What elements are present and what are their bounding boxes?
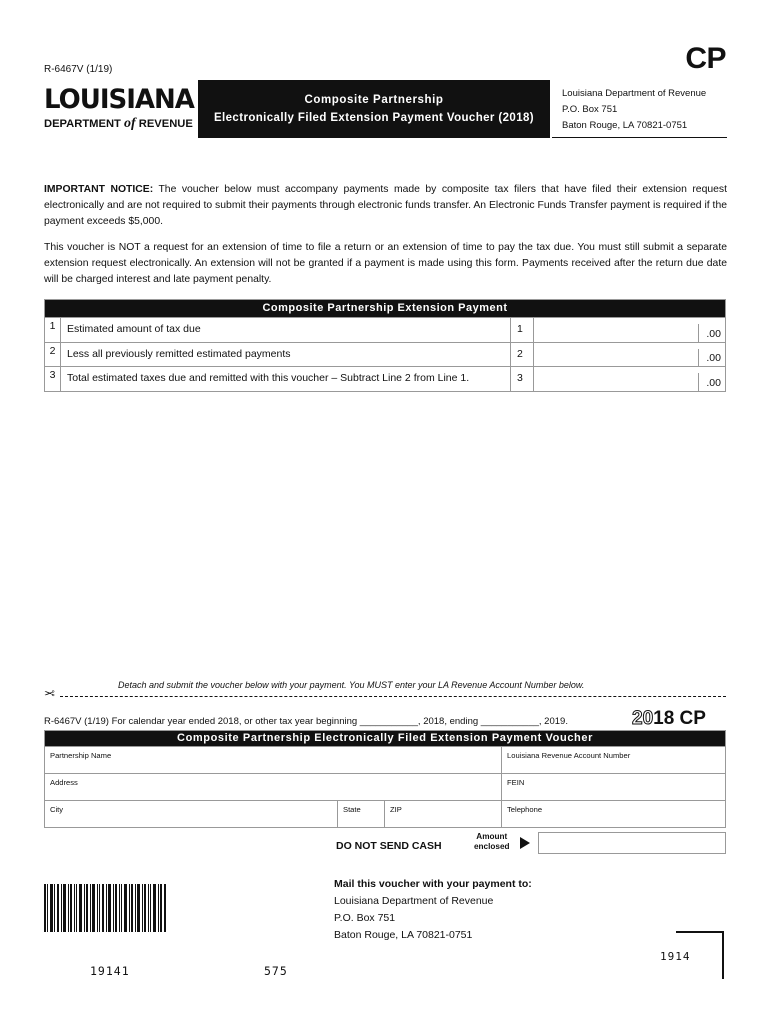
voucher-heading: Composite Partnership Electronically Filed Extension Payment Voucher [45,731,725,746]
form-title [198,80,550,138]
no-cash-warning: DO NOT SEND CASH [336,840,442,852]
row-description: Total estimated taxes due and remitted with this voucher – Subtract Line 2 from Line 1. [61,367,511,391]
row-description: Less all previously remitted estimated payments [61,343,511,367]
row-number: 2 [45,343,61,367]
city-field[interactable]: City [45,801,338,827]
agency-address [552,80,727,138]
address-line: Louisiana Department of Revenue [562,88,707,99]
form-id: R-6467V (1/19) [44,64,113,75]
address-line: Baton Rouge, LA 70821-0751 [562,120,688,131]
notice-paragraph-1: The voucher below must accompany payments made by composite tax filers that have filed their extension request electronically and are not required to submit their payments through electronic funds transfer. An Electronic Funds Transfer payment is required if the payment exceeds $5,000. [44,184,727,227]
mail-line: Baton Rouge, LA 70821-0751 [334,929,473,941]
scissors-icon: ✂ [44,686,55,701]
amount-field-line-3[interactable] [534,367,725,391]
scan-code-a: 19141 [90,964,130,978]
amount-enclosed-label: Amount enclosed [474,832,510,851]
mail-line: Louisiana Department of Revenue [334,895,494,907]
voucher-row [45,800,725,827]
detach-instructions: Detach and submit the voucher below with your payment. You MUST enter your LA Revenue Account Number below. [118,680,585,690]
payment-table-heading: Composite Partnership Extension Payment [45,300,725,317]
account-number-field[interactable]: Louisiana Revenue Account Number [507,751,631,760]
line-number: 1 [511,318,534,342]
address-line: P.O. Box 751 [562,104,618,115]
cents-label: .00 [706,327,721,340]
amount-field-line-2[interactable] [534,343,725,367]
payment-row-3 [45,366,725,391]
partnership-name-field[interactable]: Partnership Name [45,747,502,773]
telephone-field[interactable]: Telephone [507,805,543,814]
voucher-code: 2018 CP [632,708,706,729]
voucher-row [45,773,725,800]
payment-row-2 [45,342,725,367]
amount-field-line-1[interactable] [534,318,725,342]
logo-title: LOUISIANA [44,84,194,116]
zip-field[interactable]: ZIP [385,801,502,827]
cents-label: .00 [706,352,721,364]
notice-label: IMPORTANT NOTICE: [44,184,154,195]
address-field[interactable]: Address [45,774,502,800]
amount-enclosed-input[interactable] [538,832,726,854]
notice-paragraph-2: This voucher is NOT a request for an extension of time to file a return or an extension of time to pay the tax due. You must still submit a separate extension request electronically. An extension will not be granted if a payment is made using this form. Payments received after the return due date will be charged interest and late payment penalty. [44,242,727,285]
logo-subtitle: DEPARTMENT of REVENUE [44,116,193,131]
arrow-right-icon [520,837,530,849]
mail-line: P.O. Box 751 [334,912,396,924]
agency-logo [44,84,194,132]
cents-label: .00 [706,376,721,389]
important-notice [44,182,727,298]
cut-line [60,696,726,697]
registration-mark [676,931,724,979]
scan-code-c: 1914 [660,950,691,963]
scan-code-b: 575 [264,964,288,978]
voucher-row [45,746,725,773]
barcode [44,884,166,932]
mailing-instructions [334,876,532,944]
line-number: 3 [511,367,534,391]
title-line-2: Electronically Filed Extension Payment Voucher (2018) [213,112,535,124]
mail-heading: Mail this voucher with your payment to: [334,878,532,890]
state-field[interactable]: State [338,801,385,827]
voucher-year-line: R-6467V (1/19) For calendar year ended 2018, or other tax year beginning ___________, 2018, ending ___________, 2019. [44,716,568,727]
row-number: 1 [45,318,61,342]
title-line-1: Composite Partnership [304,94,444,106]
payment-table [44,299,726,392]
row-description: Estimated amount of tax due [61,318,511,342]
fein-field[interactable]: FEIN [507,778,525,787]
voucher-form [44,730,726,828]
row-number: 3 [45,367,61,391]
line-number: 2 [511,343,534,367]
form-code: CP [685,42,726,75]
payment-row-1 [45,317,725,342]
